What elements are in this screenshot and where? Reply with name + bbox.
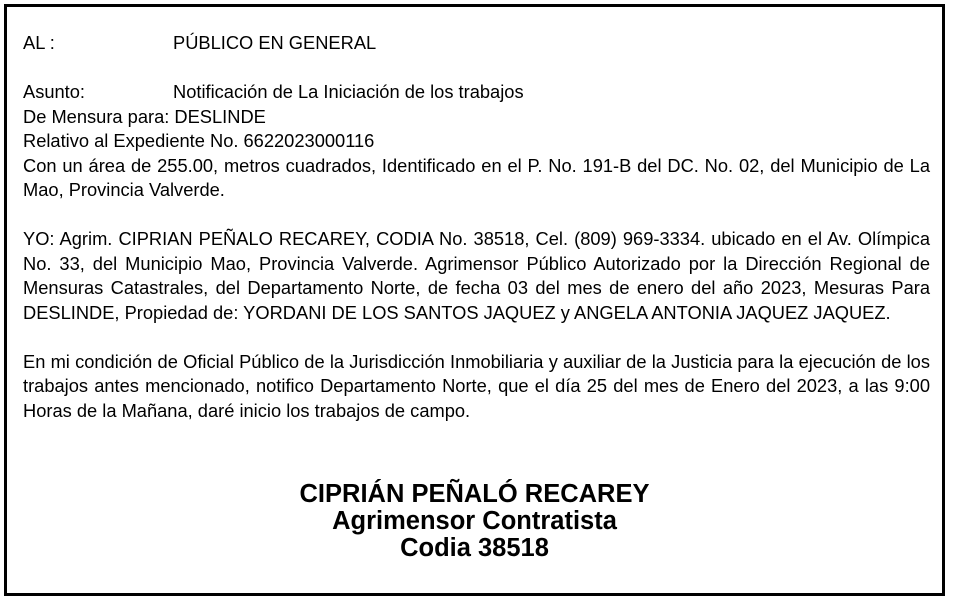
- spacer: [23, 56, 930, 81]
- signer-name: CIPRIÁN PEÑALÓ RECAREY: [299, 480, 650, 508]
- notice-body: [23, 31, 930, 423]
- addressee-value: PÚBLICO EN GENERAL: [173, 32, 377, 53]
- spacer: [23, 203, 930, 228]
- spacer: [23, 325, 930, 350]
- subject-label: Asunto:: [23, 81, 85, 102]
- area-description: Con un área de 255.00, metros cuadrados, Identificado en el P. No. 191-B del DC. No. 02, del Municipio de La Mao, Provincia Valverde.: [23, 154, 930, 200]
- signature-block: [7, 481, 942, 562]
- notification-statement: En mi condición de Oficial Público de la Jurisdicción Inmobiliaria y auxiliar de la Justicia para la ejecución de los trabajos antes mencionado, notifico Departamento Norte, que el día 25 del mes de Enero del 2023, a las 9:00 Horas de la Mañana, daré inicio los trabajos de campo.: [23, 350, 930, 421]
- addressee-row: [23, 31, 930, 56]
- signer-codia: Codia 38518: [400, 534, 549, 562]
- file-number-line: Relativo al Expediente No. 6622023000116: [23, 130, 375, 151]
- signer-title: Agrimensor Contratista: [332, 507, 617, 535]
- survey-type-line: De Mensura para: DESLINDE: [23, 105, 266, 127]
- addressee-label: AL :: [23, 32, 55, 53]
- public-notice: [4, 4, 945, 596]
- surveyor-statement: YO: Agrim. CIPRIAN PEÑALO RECAREY, CODIA No. 38518, Cel. (809) 969-3334. ubicado en el Av. Olímpica No. 33, del Municipio Mao, Provincia Valverde. Agrimensor Público Autorizado por la Dirección Regional de Mensuras Catastrales, del Departamento Norte, de fecha 03 del mes de enero del año 2023, Mesuras Para DESLINDE, Propiedad de: YORDANI DE LOS SANTOS JAQUEZ y ANGELA ANTONIA JAQUEZ JAQUEZ.: [23, 228, 930, 323]
- subject-row: [23, 80, 930, 105]
- subject-value: Notificación de La Iniciación de los trabajos: [173, 81, 524, 102]
